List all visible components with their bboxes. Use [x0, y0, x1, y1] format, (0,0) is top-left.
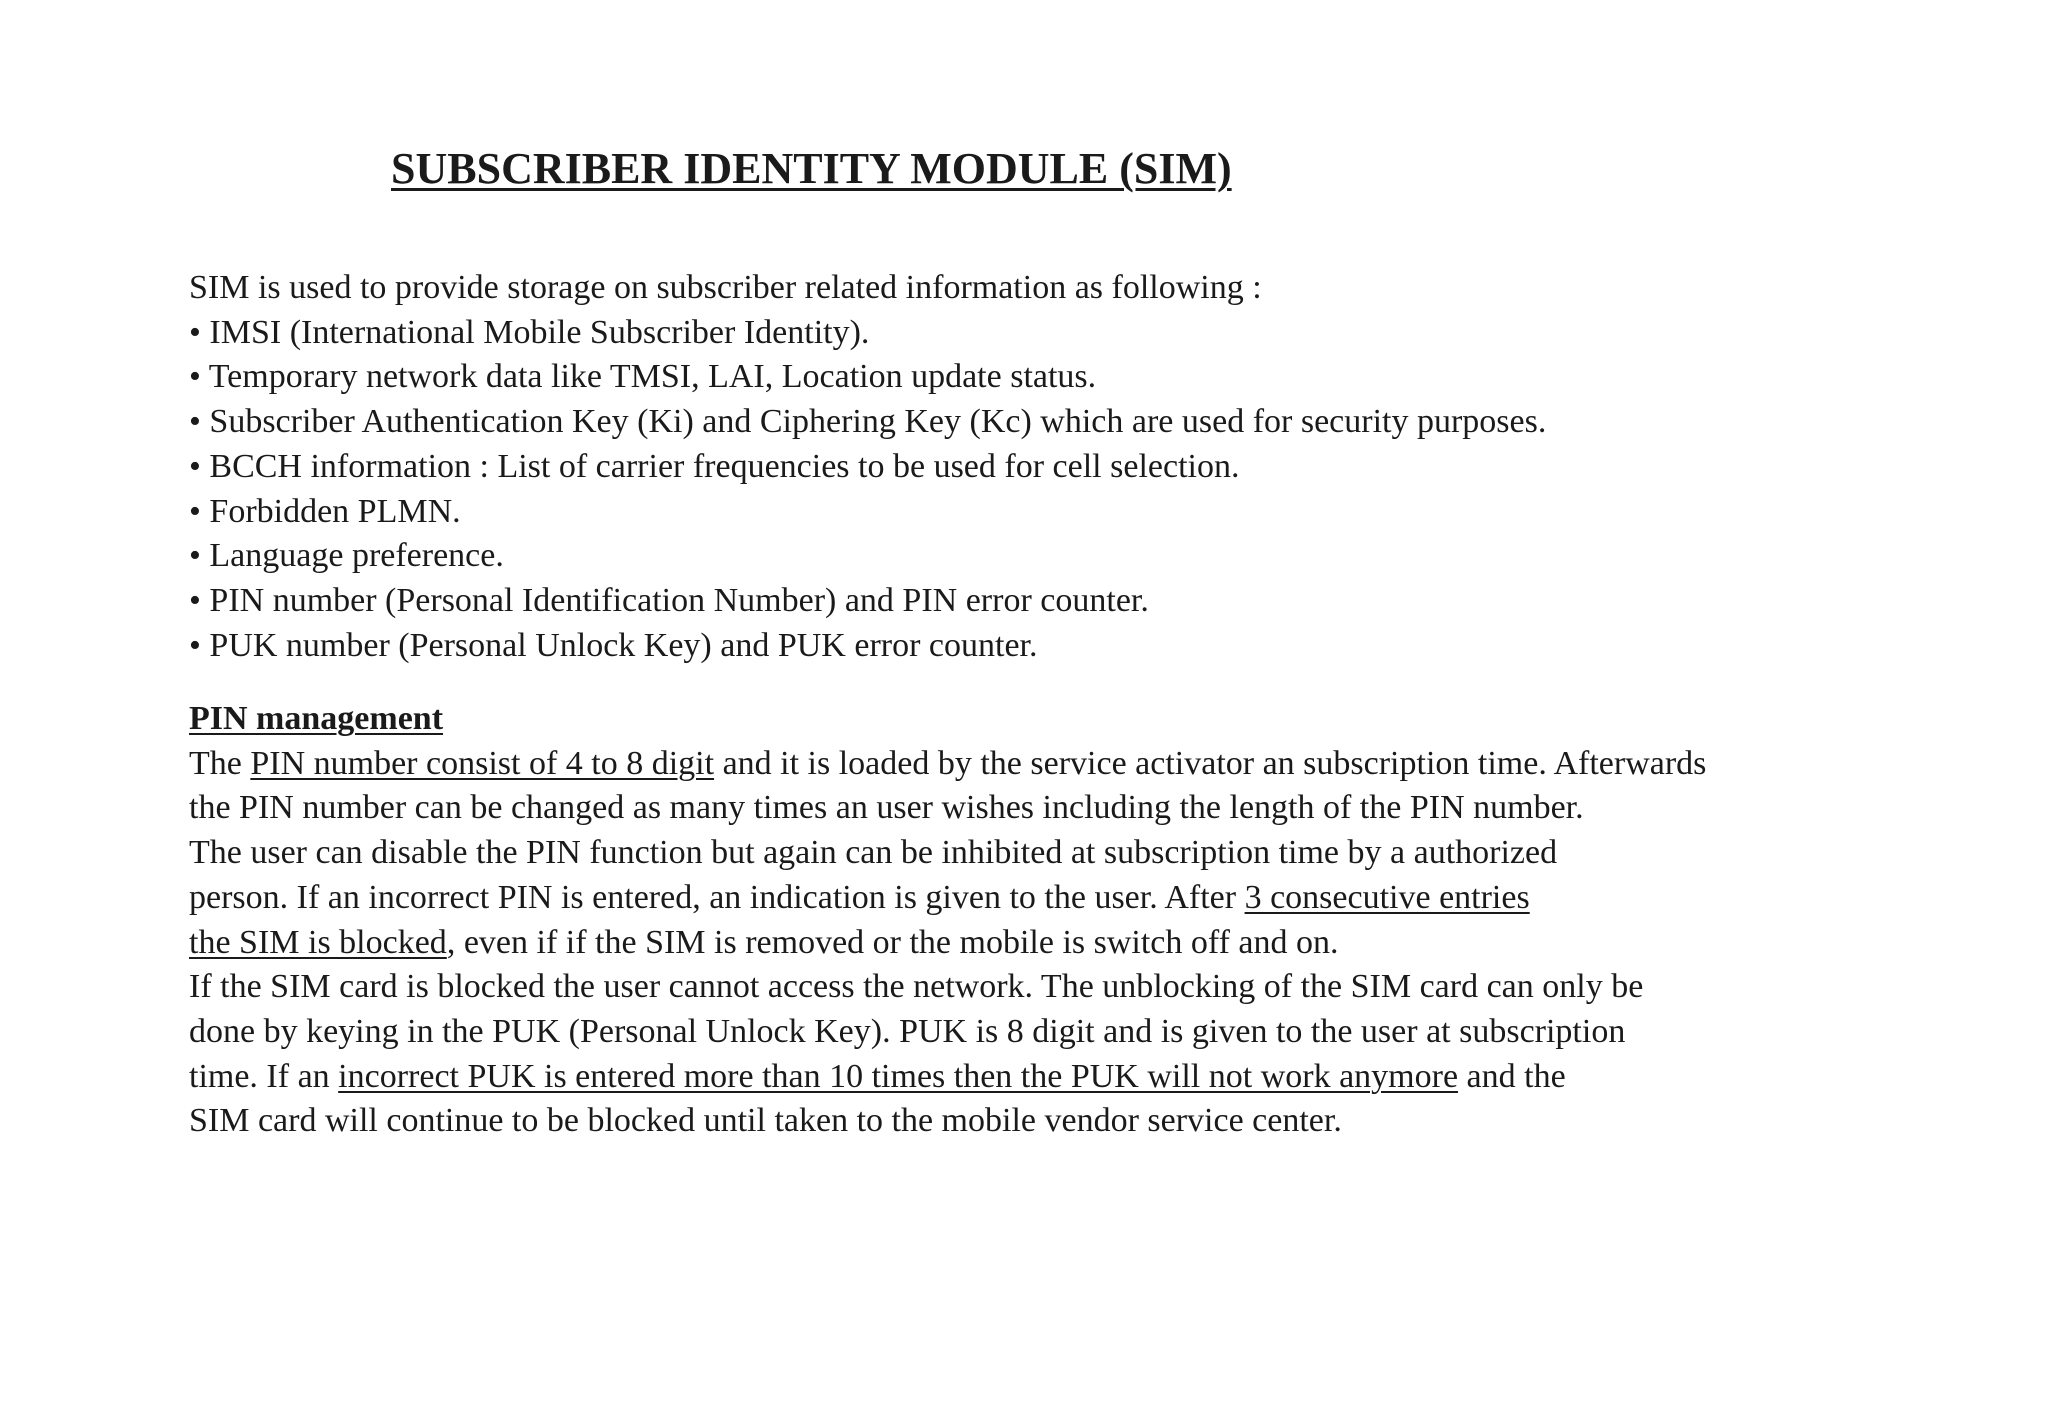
bullet-item-forbidden-plmn: • Forbidden PLMN.	[189, 492, 461, 530]
bullet-item-puk: • PUK number (Personal Unlock Key) and PUK error counter.	[189, 626, 1038, 664]
pin-paragraph-line: time. If an incorrect PUK is entered more than 10 times then the PUK will not work anymore and the	[189, 1057, 1566, 1095]
pin-management-section	[189, 697, 2009, 1144]
underlined-phrase: the SIM is blocked	[189, 923, 447, 961]
document-title: SUBSCRIBER IDENTITY MODULE (SIM)	[391, 144, 1232, 193]
pin-paragraph-line: the SIM is blocked, even if if the SIM is removed or the mobile is switch off and on.	[189, 923, 1339, 961]
bullet-item-bcch: • BCCH information : List of carrier frequencies to be used for cell selection.	[189, 447, 1240, 485]
pin-paragraph-line: The PIN number consist of 4 to 8 digit and it is loaded by the service activator an subscription time. Afterwards	[189, 744, 1707, 782]
underlined-phrase: incorrect PUK is entered more than 10 times then the PUK will not work anymore	[338, 1057, 1459, 1095]
pin-paragraph-line: person. If an incorrect PIN is entered, an indication is given to the user. After 3 consecutive entries	[189, 878, 1530, 916]
sim-storage-section	[189, 266, 2009, 668]
pin-paragraph-line: SIM card will continue to be blocked until taken to the mobile vendor service center.	[189, 1102, 1342, 1140]
intro-paragraph: SIM is used to provide storage on subscriber related information as following :	[189, 269, 1262, 306]
pin-management-heading: PIN management	[189, 700, 444, 737]
bullet-item-keys: • Subscriber Authentication Key (Ki) and Ciphering Key (Kc) which are used for security purposes.	[189, 403, 1547, 441]
bullet-item-language: • Language preference.	[189, 537, 504, 575]
pin-paragraph-line: done by keying in the PUK (Personal Unlock Key). PUK is 8 digit and is given to the user at subscription	[189, 1012, 1626, 1050]
pin-paragraph-line: The user can disable the PIN function but again can be inhibited at subscription time by a authorized	[189, 834, 1558, 872]
pin-paragraph-line: If the SIM card is blocked the user cannot access the network. The unblocking of the SIM card can only be	[189, 968, 1644, 1006]
bullet-item-pin: • PIN number (Personal Identification Number) and PIN error counter.	[189, 581, 1149, 619]
bullet-item-imsi: • IMSI (International Mobile Subscriber Identity).	[189, 313, 870, 351]
underlined-phrase: PIN number consist of 4 to 8 digit	[250, 744, 715, 782]
underlined-phrase: 3 consecutive entries	[1244, 878, 1530, 916]
bullet-item-temporary-data: • Temporary network data like TMSI, LAI, Location update status.	[189, 358, 1097, 396]
pin-paragraph-line: the PIN number can be changed as many times an user wishes including the length of the PIN number.	[189, 789, 1584, 827]
